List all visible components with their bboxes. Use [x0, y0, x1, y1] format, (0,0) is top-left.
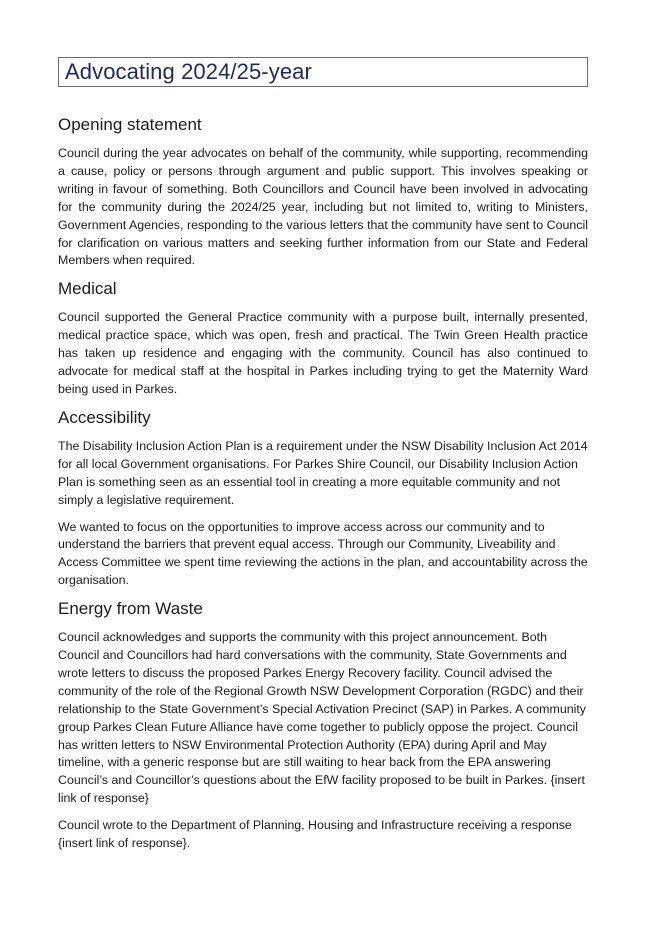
document-page [58, 57, 588, 853]
title-box [58, 57, 588, 87]
paragraph-medical: Council supported the General Practice community with a purpose built, internally presented, medical practice space, which was open, fresh and practical. The Twin Green Health practice has taken up residence and engaging with the community. Council has also continued to advocate for medical staff at the hospital in Parkes including trying to get the Maternity Ward being used in Parkes. [58, 310, 588, 396]
paragraph-accessibility-2: We wanted to focus on the opportunities to improve access across our community and to understand the barriers that prevent equal access. Through our Community, Liveability and Access Committee we spent time reviewing the actions in the plan, and accountability across the organisation. [58, 519, 588, 588]
section-heading-medical: Medical [58, 279, 117, 299]
section-heading-accessibility: Accessibility [58, 407, 151, 427]
paragraph-energy-from-waste-2: Council wrote to the Department of Planning, Housing and Infrastructure receiving a response {insert link of response}. [58, 818, 572, 851]
section-heading-opening-statement: Opening statement [58, 115, 202, 134]
paragraph-accessibility-1: The Disability Inclusion Action Plan is a requirement under the NSW Disability Inclusion Act 2014 for all local Government organisations. For Parkes Shire Council, our Disability Inclusion Action Plan is something seen as an essential tool in creating a more equitable community and not simply a legislative requirement. [58, 438, 588, 507]
paragraph-energy-from-waste-1: Council acknowledges and supports the community with this project announcement. Both Council and Councillors had hard conversations with the community, State Governments and wrote letters to discuss the proposed Parkes Energy Recovery facility. Council advised the community of the role of the Regional Growth NSW Development Corporation (RGDC) and their relationship to the State Government’s Special Activation Precinct (SAP) in Parkes. A community group Parkes Clean Future Alliance have come together to publicly oppose the project. Council has written letters to NSW Environmental Protection Authority (EPA) during April and May timeline, with a generic response but are still waiting to hear back from the EPA answering Council’s and Councillor’s questions about the EfW facility proposed to be built in Parkes. {insert link of response} [58, 630, 586, 806]
paragraph-opening-statement: Council during the year advocates on behalf of the community, while supporting, recommending a cause, policy or persons through argument and public support. This involves speaking or writing in favour of something. Both Councillors and Council have been involved in advocating for the community during the 2024/25 year, including but not limited to, writing to Ministers, Government Agencies, responding to the various letters that the community have sent to Council for clarification on various matters and seeking further information from our State and Federal Members when required. [58, 146, 588, 268]
section-heading-energy-from-waste: Energy from Waste [58, 599, 203, 619]
page-title: Advocating 2024/25-year [65, 59, 312, 84]
